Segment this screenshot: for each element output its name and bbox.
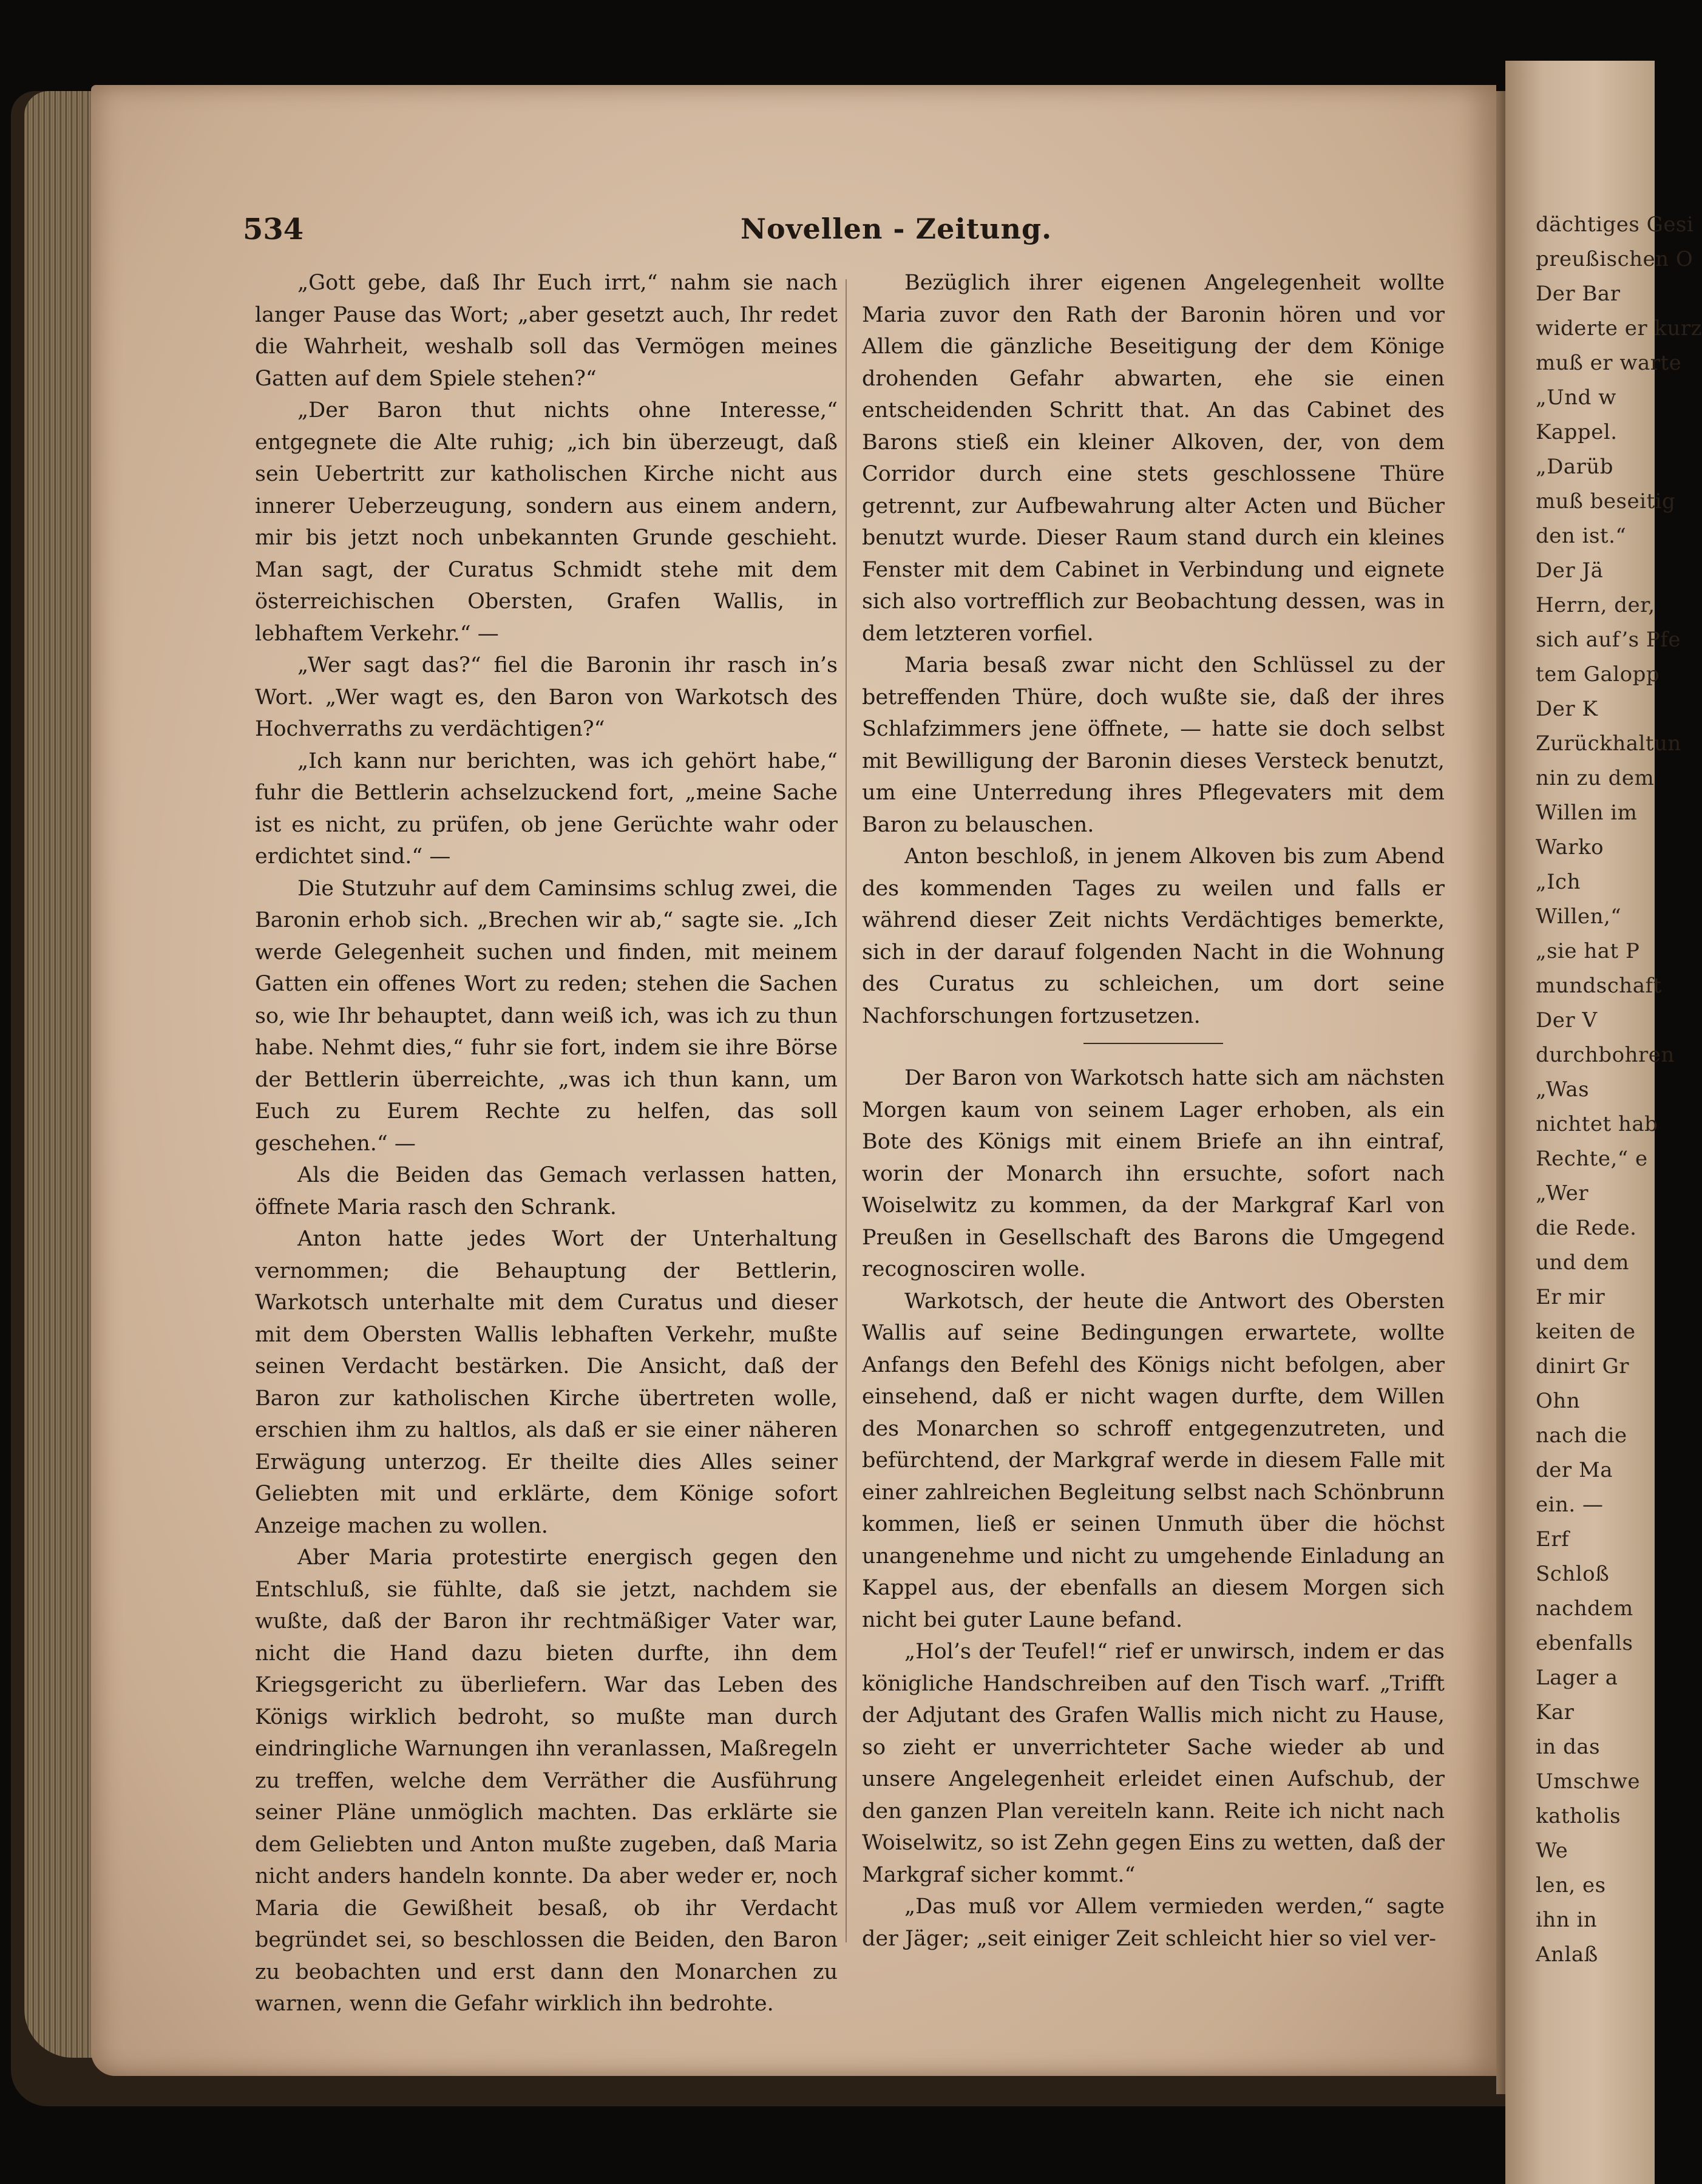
right-column (862, 267, 1445, 1955)
left-column (255, 267, 838, 2020)
paragraph: Die Stutzuhr auf dem Caminsims schlug zwei, die Baronin erhob sich. „Brechen wir ab,“ sagte sie. „Ich werde Gelegenheit suchen und finden, mit meinem Gatten ein offenes Wort zu reden; stehen die Sachen so, wie Ihr behauptet, dann weiß ich, was ich zu thun habe. Nehmt dies,“ fuhr sie fort, indem sie ihre Börse der Bettlerin überreichte, „was ich thun kann, um Euch zu Eurem Rechte zu helfen, das soll geschehen.“ — (255, 876, 838, 1156)
paragraph: „Der Baron thut nichts ohne Interesse,“ entgegnete die Alte ruhig; „ich bin überzeugt, daß sein Uebertritt zur katholischen Kirche nicht aus innerer Ueberzeugung, sondern aus einem andern, mir bis jetzt noch unbekannten Grunde geschieht. Man sagt, der Curatus Schmidt stehe mit dem österreichischen Obersten, Grafen Wallis, in lebhaftem Verkehr.“ — (255, 398, 838, 646)
next-page-fragment: der Ma (1536, 1458, 1613, 1482)
next-page-fragment: Der V (1536, 1008, 1598, 1033)
next-page-fragment: „Und w (1536, 385, 1616, 410)
paragraph: „Wer sagt das?“ fiel die Baronin ihr rasch in’s Wort. „Wer wagt es, den Baron von Warkotsch des Hochverraths zu verdächtigen?“ (255, 653, 838, 741)
column-divider (846, 279, 847, 1942)
paragraph: Maria besaß zwar nicht den Schlüssel zu der betreffenden Thüre, doch wußte sie, daß der ihres Schlafzimmers jene öffnete, — hatte sie doch selbst mit Bewilligung der Baronin dieses Versteck benutzt, um eine Unterredung ihres Pflegevaters mit dem Baron zu belauschen. (862, 653, 1445, 837)
next-page-fragment: Herrn, der, (1536, 593, 1655, 617)
paragraph: Bezüglich ihrer eigenen Angelegenheit wollte Maria zuvor den Rath der Baronin hören und vor Allem die gänzliche Beseitigung der dem Könige drohenden Gefahr abwarten, ehe sie einen entscheidenden Schritt that. An das Cabinet des Barons stieß ein kleiner Alkoven, der, von dem Corridor durch eine stets geschlossene Thüre getrennt, zur Aufbewahrung alter Acten und Bücher benutzt wurde. Dieser Raum stand durch ein kleines Fenster mit dem Cabinet in Verbindung und eignete sich also vortrefflich zur Beobachtung dessen, was in dem letzteren vorfiel. (862, 271, 1445, 646)
next-page-fragment: We (1536, 1839, 1568, 1863)
next-page-fragment: Kappel. (1536, 420, 1618, 444)
next-page-fragment: tem Galopp (1536, 662, 1660, 687)
next-page-fragment: widerte er kurz (1536, 316, 1702, 341)
paragraph: Aber Maria protestirte energisch gegen den Entschluß, sie fühlte, daß sie jetzt, nachdem sie wußte, daß der Baron ihr rechtmäßiger Vater war, nicht die Hand dazu bieten durfte, ihn dem Kriegsgericht zu überliefern. War das Leben des Königs wirklich bedroht, so mußte man durch eindringliche Warnungen ihn veranlassen, Maßregeln zu treffen, welche dem Verräther die Ausführung seiner Pläne unmöglich machten. Das erklärte sie dem Geliebten und Anton mußte zugeben, daß Maria nicht anders handeln konnte. Da aber weder er, noch Maria die Gewißheit besaß, ob ihr Verdacht begründet sei, so beschlossen die Beiden, den Baron zu beobachten und erst dann den Monarchen zu warnen, wenn die Gefahr wirklich ihn bedrohte. (255, 1545, 838, 2016)
next-page-fragment: dächtiges Gesi (1536, 212, 1694, 237)
next-page-fragment: nichtet hab (1536, 1112, 1658, 1136)
next-page-fragment: durchbohren (1536, 1043, 1675, 1067)
next-page-fragment: dinirt Gr (1536, 1354, 1630, 1379)
paragraph: Anton hatte jedes Wort der Unterhaltung vernommen; die Behauptung der Bettlerin, Warkotsch unterhalte mit dem Curatus und dieser mit dem Obersten Wallis lebhaften Verkehr, mußte seinen Verdacht bestärken. Die Ansicht, daß der Baron zur katholischen Kirche übertreten wolle, erschien ihm zu haltlos, als daß er sie einer näheren Erwägung unterzog. Er theilte dies Alles seiner Geliebten mit und erklärte, dem Könige sofort Anzeige machen zu wollen. (255, 1227, 838, 1538)
next-page-fragment: preußischen O (1536, 247, 1694, 271)
next-page-fragment: muß er warte (1536, 351, 1682, 375)
paragraph: Warkotsch, der heute die Antwort des Obersten Wallis auf seine Bedingungen erwartete, wollte Anfangs den Befehl des Königs nicht befolgen, aber einsehend, daß er nicht wagen durfte, dem Willen des Monarchen so schroff entgegenzutreten, und befürchtend, der Markgraf werde in diesem Falle mit einer zahlreichen Begleitung selbst nach Schönbrunn kommen, ließ er seinen Unmuth über die höchst unangenehme und nicht zu umgehende Einladung an Kappel aus, der ebenfalls an diesem Morgen sich nicht bei guter Laune befand. (862, 1289, 1445, 1632)
paragraph: Als die Beiden das Gemach verlassen hatten, öffnete Maria rasch den Schrank. (255, 1163, 838, 1219)
next-page-fragment: „Darüb (1536, 455, 1614, 479)
next-page-fragment: den ist.“ (1536, 524, 1627, 548)
next-page-fragment: Warko (1536, 835, 1604, 860)
next-page-fragment: katholis (1536, 1804, 1621, 1828)
next-page-fragment: Willen,“ (1536, 904, 1622, 929)
next-page-fragment: Ohn (1536, 1389, 1581, 1413)
next-page-fragment: „Wer (1536, 1181, 1588, 1206)
next-page-fragment: Lager a (1536, 1666, 1618, 1690)
next-page-fragment: nachdem (1536, 1596, 1633, 1621)
next-page-fragment: nin zu dem (1536, 766, 1655, 790)
next-page-fragment: len, es (1536, 1873, 1606, 1897)
next-page-fragment: Er mir (1536, 1285, 1605, 1309)
next-page-fragment: Willen im (1536, 801, 1638, 825)
next-page-fragment: Schloß (1536, 1562, 1610, 1586)
paragraph: „Gott gebe, daß Ihr Euch irrt,“ nahm sie nach langer Pause das Wort; „aber gesetzt auch, Ihr redet die Wahrheit, weshalb soll das Vermögen meines Gatten auf dem Spiele stehen?“ (255, 271, 838, 391)
next-page-fragment: „sie hat P (1536, 939, 1640, 963)
next-page-fragment: Kar (1536, 1700, 1575, 1724)
next-page-fragment: Der K (1536, 697, 1598, 721)
paragraph: „Hol’s der Teufel!“ rief er unwirsch, indem er das königliche Handschreiben auf den Tisch warf. „Trifft der Adjutant des Grafen Wallis mich nicht zu Hause, so zieht er unverrichteter Sache wieder ab und unsere Angelegenheit erleidet einen Aufschub, der den ganzen Plan vereiteln kann. Reite ich nicht nach Woiselwitz, so ist Zehn gegen Eins zu wetten, daß der Markgraf sicher kommt.“ (862, 1640, 1445, 1887)
running-title: Novellen - Zeitung. (741, 212, 1053, 245)
next-page-fragment: „Was (1536, 1077, 1590, 1102)
next-page-fragment: und dem (1536, 1250, 1629, 1275)
next-page-fragment: Erf (1536, 1527, 1570, 1552)
page-number: 534 (243, 212, 304, 246)
paragraph: Der Baron von Warkotsch hatte sich am nächsten Morgen kaum von seinem Lager erhoben, als ein Bote des Königs mit einem Briefe an ihn eintraf, worin der Monarch ihn ersuchte, sofort nach Woiselwitz zu kommen, da der Markgraf Karl von Preußen in Gesellschaft des Barons die Umgegend recognosciren wolle. (862, 1066, 1445, 1281)
next-page-fragment: die Rede. (1536, 1216, 1637, 1240)
next-page-fragment: Anlaß (1536, 1942, 1598, 1967)
next-page-fragment: Umschwe (1536, 1769, 1641, 1794)
section-separator (1083, 1043, 1223, 1044)
paragraph: „Ich kann nur berichten, was ich gehört habe,“ fuhr die Bettlerin achselzuckend fort, „meine Sache ist es nicht, zu prüfen, ob jene Gerüchte wahr oder erdichtet sind.“ — (255, 748, 838, 869)
next-page-fragment: Der Bar (1536, 282, 1621, 306)
page-header (243, 212, 1445, 255)
paragraph: Anton beschloß, in jenem Alkoven bis zum Abend des kommenden Tages zu weilen und falls er während dieser Zeit nichts Verdächtiges bemerkte, sich in der darauf folgenden Nacht in die Wohnung des Curatus zu schleichen, um dort seine Nachforschungen fortzusetzen. (862, 844, 1445, 1028)
next-page-fragment: „Ich (1536, 870, 1581, 894)
next-page-fragment: keiten de (1536, 1320, 1636, 1344)
next-page-fragment: Rechte,“ e (1536, 1147, 1648, 1171)
next-page-fragment: ebenfalls (1536, 1631, 1633, 1655)
next-page-fragment: Zurückhaltun (1536, 731, 1681, 756)
next-page-fragment: nach die (1536, 1423, 1627, 1448)
next-page-fragment: mundschaft (1536, 974, 1662, 998)
next-page-fragment: sich auf’s Pfe (1536, 628, 1681, 652)
next-page-fragment: ihn in (1536, 1908, 1598, 1932)
paragraph: „Das muß vor Allem vermieden werden,“ sagte der Jäger; „seit einiger Zeit schleicht hier so viel ver- (862, 1894, 1445, 1951)
next-page-fragment: ein. — (1536, 1493, 1604, 1517)
next-page-edge (1505, 61, 1702, 2184)
next-page-fragment: in das (1536, 1735, 1601, 1759)
next-page-fragment: Der Jä (1536, 558, 1604, 583)
next-page-fragment: muß beseitig (1536, 489, 1676, 514)
